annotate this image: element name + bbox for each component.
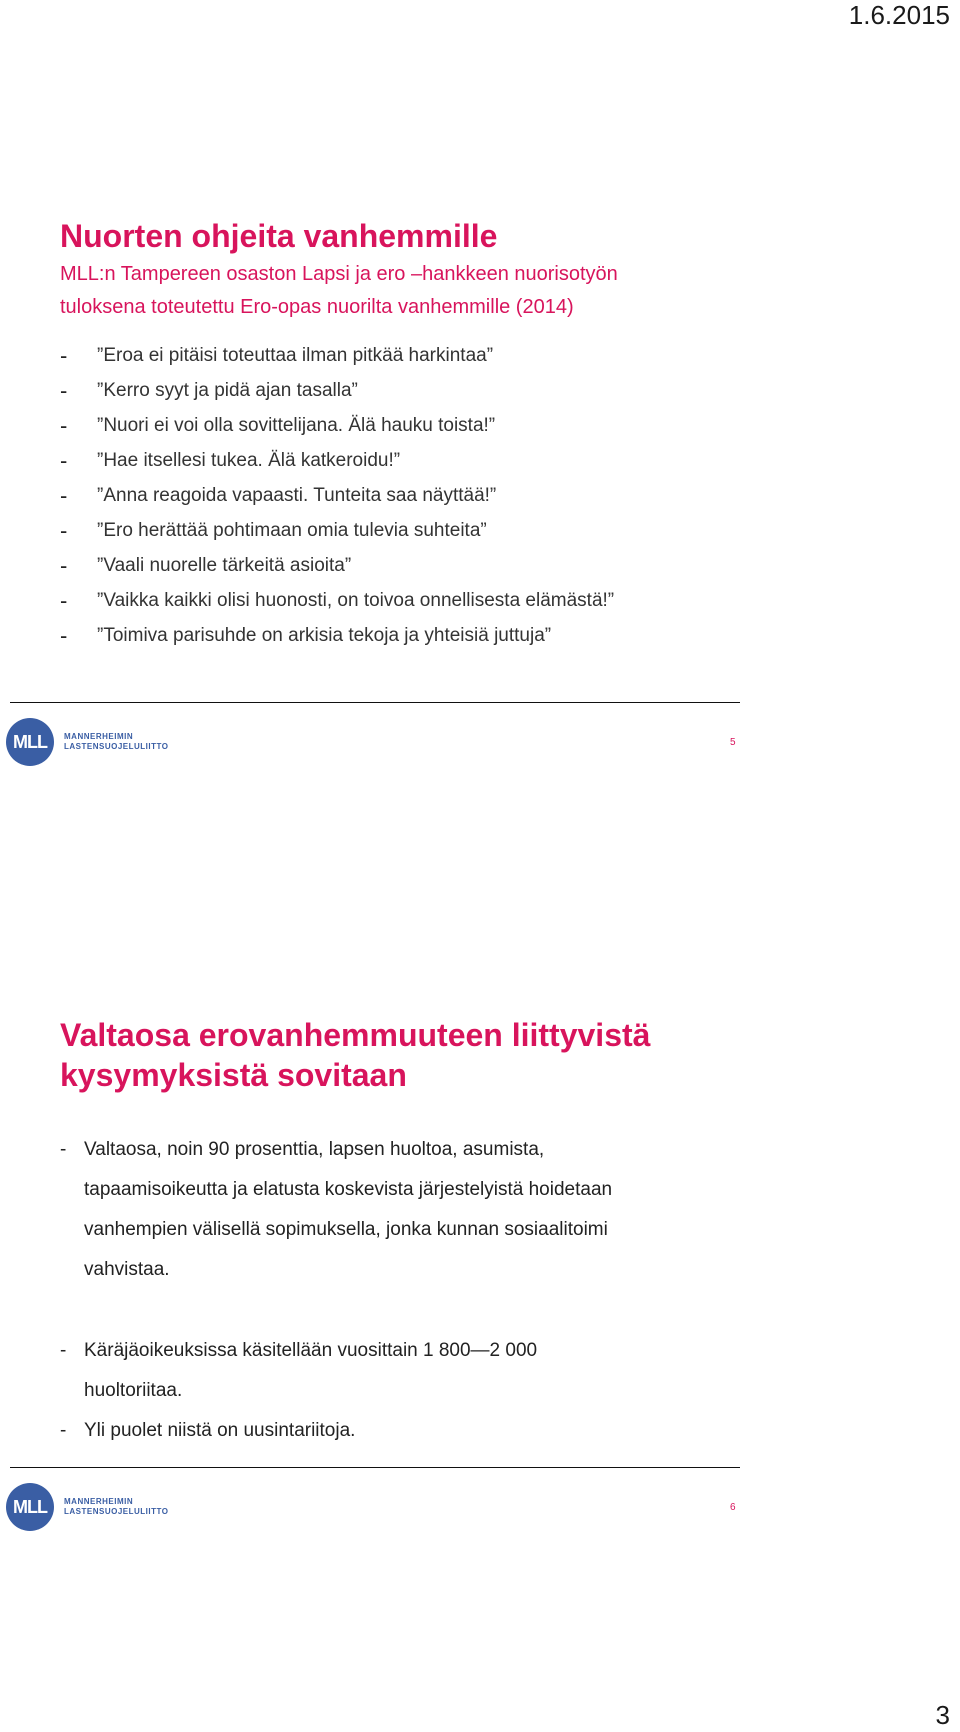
page-number: 3	[935, 1700, 950, 1730]
slide6-bullet-list-b	[60, 1331, 700, 1451]
mll-logo-text	[64, 1497, 168, 1517]
list-item-text: ”Vaali nuorelle tärkeitä asioita”	[97, 554, 352, 576]
dash-marker: -	[60, 412, 68, 438]
list-item	[60, 1411, 700, 1451]
list-item-text	[84, 1130, 612, 1290]
list-item	[60, 478, 760, 513]
mll-logo-mark: MLL	[6, 1483, 54, 1531]
mll-logo-mark: MLL	[6, 718, 54, 766]
list-item	[60, 1331, 700, 1411]
dash-marker: -	[60, 342, 68, 368]
list-item-text: ”Toimiva parisuhde on arkisia tekoja ja yhteisiä juttuja”	[97, 624, 552, 646]
slide6-divider	[10, 1467, 740, 1468]
dash-marker: -	[60, 622, 68, 648]
dash-marker: -	[60, 377, 68, 403]
list-item-text: ”Anna reagoida vapaasti. Tunteita saa näyttää!”	[97, 484, 497, 506]
text-line: Käräjäoikeuksissa käsitellään vuosittain 1 800—2 000	[84, 1340, 538, 1361]
slide5-title: Nuorten ohjeita vanhemmille	[60, 218, 498, 254]
list-item-text: ”Kerro syyt ja pidä ajan tasalla”	[97, 379, 358, 401]
logo-line: LASTENSUOJELULIITTO	[64, 1507, 169, 1516]
list-item-text: ”Ero herättää pohtimaan omia tulevia suhteita”	[97, 519, 487, 541]
list-item-text: ”Hae itsellesi tukea. Älä katkeroidu!”	[97, 449, 401, 471]
logo-line: MANNERHEIMIN	[64, 1497, 134, 1506]
list-item	[60, 1130, 700, 1290]
slide6-bullet-list-a	[60, 1130, 700, 1290]
title-line: Valtaosa erovanhemmuuteen liittyvistä	[60, 1017, 651, 1053]
logo-line: MANNERHEIMIN	[64, 732, 134, 741]
list-item	[60, 443, 760, 478]
list-item-text: ”Vaikka kaikki olisi huonosti, on toivoa onnellisesta elämästä!”	[97, 589, 615, 611]
text-line: vanhempien välisellä sopimuksella, jonka kunnan sosiaalitoimi	[84, 1219, 608, 1240]
text-line: huoltoriitaa.	[84, 1380, 183, 1401]
dash-marker: -	[60, 517, 68, 543]
dash-marker: -	[60, 587, 68, 613]
list-item	[60, 548, 760, 583]
subtitle-line: tuloksena toteutettu Ero-opas nuorilta vanhemmille (2014)	[60, 296, 574, 318]
slide6-title	[60, 1015, 740, 1095]
title-line: kysymyksistä sovitaan	[60, 1057, 407, 1093]
slide5-subtitle	[60, 258, 720, 324]
dash-marker: -	[60, 1340, 67, 1361]
mll-logo	[6, 1483, 168, 1531]
subtitle-line: MLL:n Tampereen osaston Lapsi ja ero –hankkeen nuorisotyön	[60, 263, 618, 285]
logo-line: LASTENSUOJELULIITTO	[64, 742, 169, 751]
text-line: vahvistaa.	[84, 1259, 170, 1280]
dash-marker: -	[60, 482, 68, 508]
slide5-divider	[10, 702, 740, 703]
mll-logo-text	[64, 732, 168, 752]
text-line: tapaamisoikeutta ja elatusta koskevista järjestelyistä hoidetaan	[84, 1179, 613, 1200]
list-item-text	[84, 1331, 537, 1411]
dash-marker: -	[60, 447, 68, 473]
list-item	[60, 513, 760, 548]
list-item	[60, 338, 760, 373]
dash-marker: -	[60, 552, 68, 578]
list-item	[60, 373, 760, 408]
list-item	[60, 618, 760, 653]
list-item-text: ”Nuori ei voi olla sovittelijana. Älä hauku toista!”	[97, 414, 496, 436]
mll-logo	[6, 718, 168, 766]
dash-marker: -	[60, 1420, 67, 1441]
text-line: Valtaosa, noin 90 prosenttia, lapsen huoltoa, asumista,	[84, 1139, 545, 1160]
slide5-bullet-list	[60, 338, 760, 653]
dash-marker: -	[60, 1139, 67, 1160]
list-item-text	[84, 1411, 355, 1451]
list-item	[60, 583, 760, 618]
page-date: 1.6.2015	[848, 0, 950, 30]
slide6-number: 6	[730, 1502, 736, 1513]
list-item	[60, 408, 760, 443]
list-item-text: ”Eroa ei pitäisi toteuttaa ilman pitkää harkintaa”	[97, 344, 494, 366]
text-line: Yli puolet niistä on uusintariitoja.	[84, 1420, 356, 1441]
slide5-number: 5	[730, 737, 736, 748]
